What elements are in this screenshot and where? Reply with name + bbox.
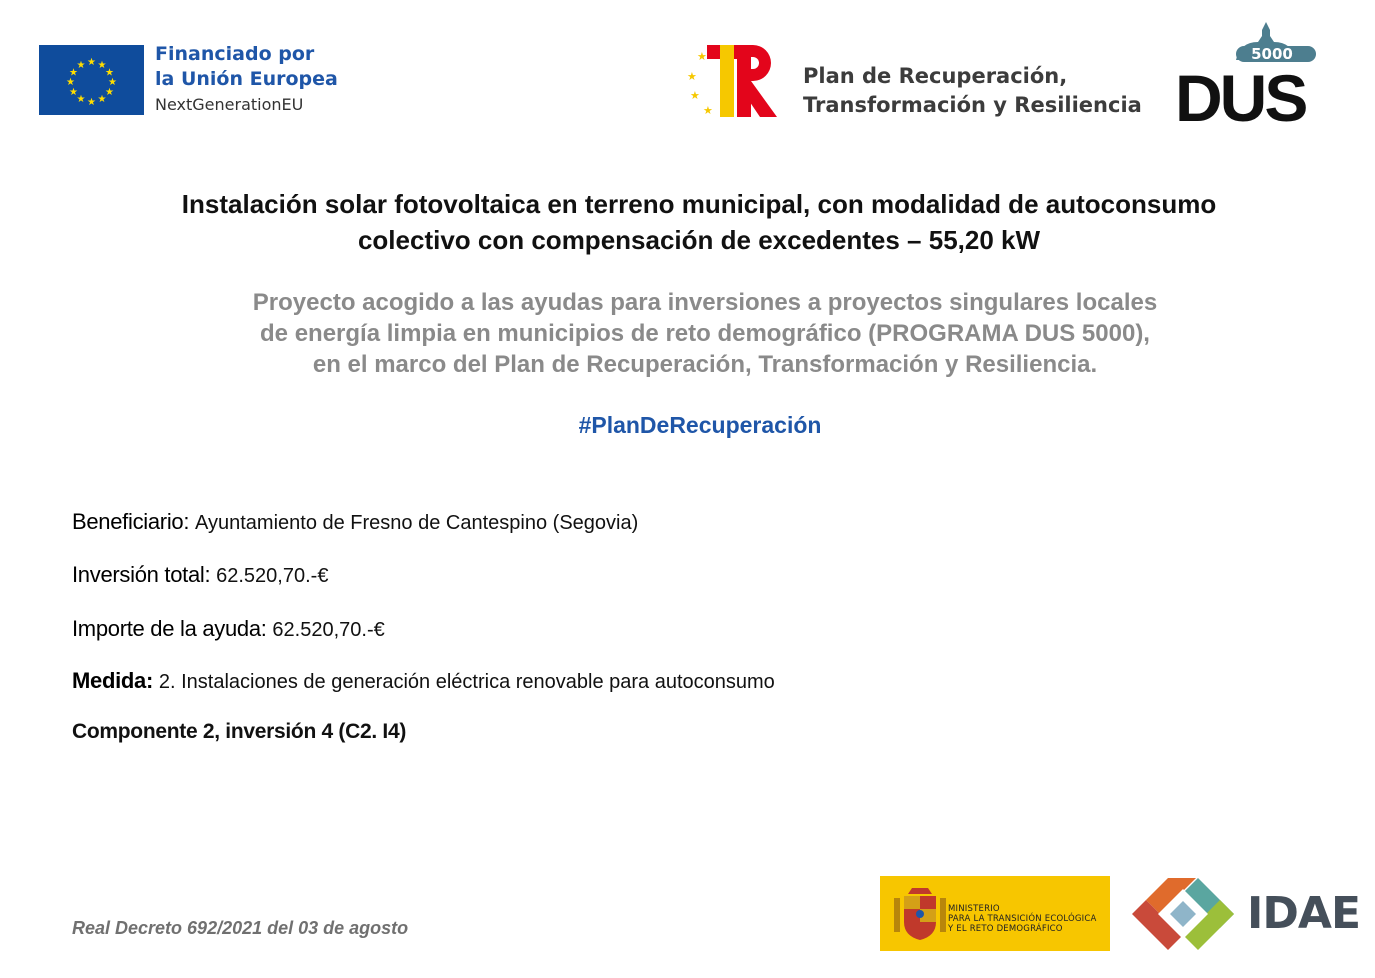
title-line-2: colectivo con compensación de excedentes – 55,20 kW [357,225,1041,255]
prtr-tr-icon [685,42,785,120]
svg-text:★: ★ [76,94,86,105]
svg-text:★: ★ [697,50,707,63]
ministerio-line-1: MINISTERIO [948,904,1000,914]
prtr-line-1: Plan de Recuperación, [803,64,1068,88]
ministerio-logo [880,876,1110,951]
svg-text:★: ★ [76,60,86,71]
beneficiario-value: Ayuntamiento de Fresno de Cantespino (Segovia) [195,512,639,534]
dus-letters: DUS [1175,61,1306,126]
svg-text:★: ★ [69,87,78,98]
svg-text:★: ★ [97,94,107,105]
medida-label: Medida: [72,668,154,693]
svg-text:★: ★ [690,89,700,102]
svg-text:★: ★ [87,97,96,108]
svg-text:★: ★ [66,77,75,88]
ministerio-text [948,904,1097,934]
ministerio-line-2: PARA LA TRANSICIÓN ECOLÓGICA [948,914,1097,924]
prtr-logo [685,42,785,120]
svg-text:★: ★ [69,67,78,79]
coat-of-arms-icon [892,884,948,944]
subtitle-line-1: Proyecto acogido a las ayudas para inversiones a proyectos singulares locales [252,289,1158,316]
eu-line-2: la Unión Europea [155,68,338,90]
project-title [60,186,1338,258]
idae-knot-icon [1128,874,1238,954]
prtr-line-2: Transformación y Resiliencia [803,93,1142,117]
ayuda-row [72,615,385,644]
ministerio-line-3: Y EL RETO DEMOGRÁFICO [948,924,1063,934]
componente-text: Componente 2, inversión 4 (C2. I4) [72,720,407,743]
eu-line-3: NextGenerationEU [155,95,304,114]
subtitle-line-2: de energía limpia en municipios de reto demográfico (PROGRAMA DUS 5000), [260,320,1150,347]
prtr-text [803,62,1142,120]
eu-funding-text [155,42,338,118]
eu-flag-logo [39,45,144,115]
inversion-value: 62.520,70.-€ [216,565,329,587]
title-line-1: Instalación solar fotovoltaica en terreno municipal, con modalidad de autoconsumo [181,189,1217,219]
svg-text:★: ★ [87,57,96,68]
decree-text: Real Decreto 692/2021 del 03 de agosto [72,918,409,938]
medida-row [72,667,775,696]
svg-text:★: ★ [97,60,107,71]
dus-logo-icon [1172,16,1332,126]
inversion-label: Inversión total: [72,562,211,587]
svg-text:★: ★ [105,67,114,79]
hashtag: #PlanDeRecuperación [578,412,822,438]
subtitle-line-3: en el marco del Plan de Recuperación, Transformación y Resiliencia. [312,351,1098,378]
svg-text:★: ★ [105,87,114,98]
idae-logo-mark [1128,874,1238,954]
medida-value: 2. Instalaciones de generación eléctrica renovable para autoconsumo [158,671,775,693]
beneficiario-row [72,508,638,537]
svg-text:★: ★ [108,77,117,88]
dus-badge-text: 5000 [1251,45,1293,63]
ayuda-value: 62.520,70.-€ [272,619,385,641]
dus-5000-logo [1172,16,1332,126]
eu-stars-icon [39,45,144,115]
beneficiario-label: Beneficiario: [72,509,190,534]
svg-text:★: ★ [703,104,713,117]
eu-line-1: Financiado por [155,43,315,65]
project-subtitle [120,287,1290,380]
inversion-row [72,561,328,590]
idae-logo-text: IDAE [1247,888,1361,939]
svg-text:★: ★ [687,70,697,83]
ayuda-label: Importe de la ayuda: [72,616,267,641]
